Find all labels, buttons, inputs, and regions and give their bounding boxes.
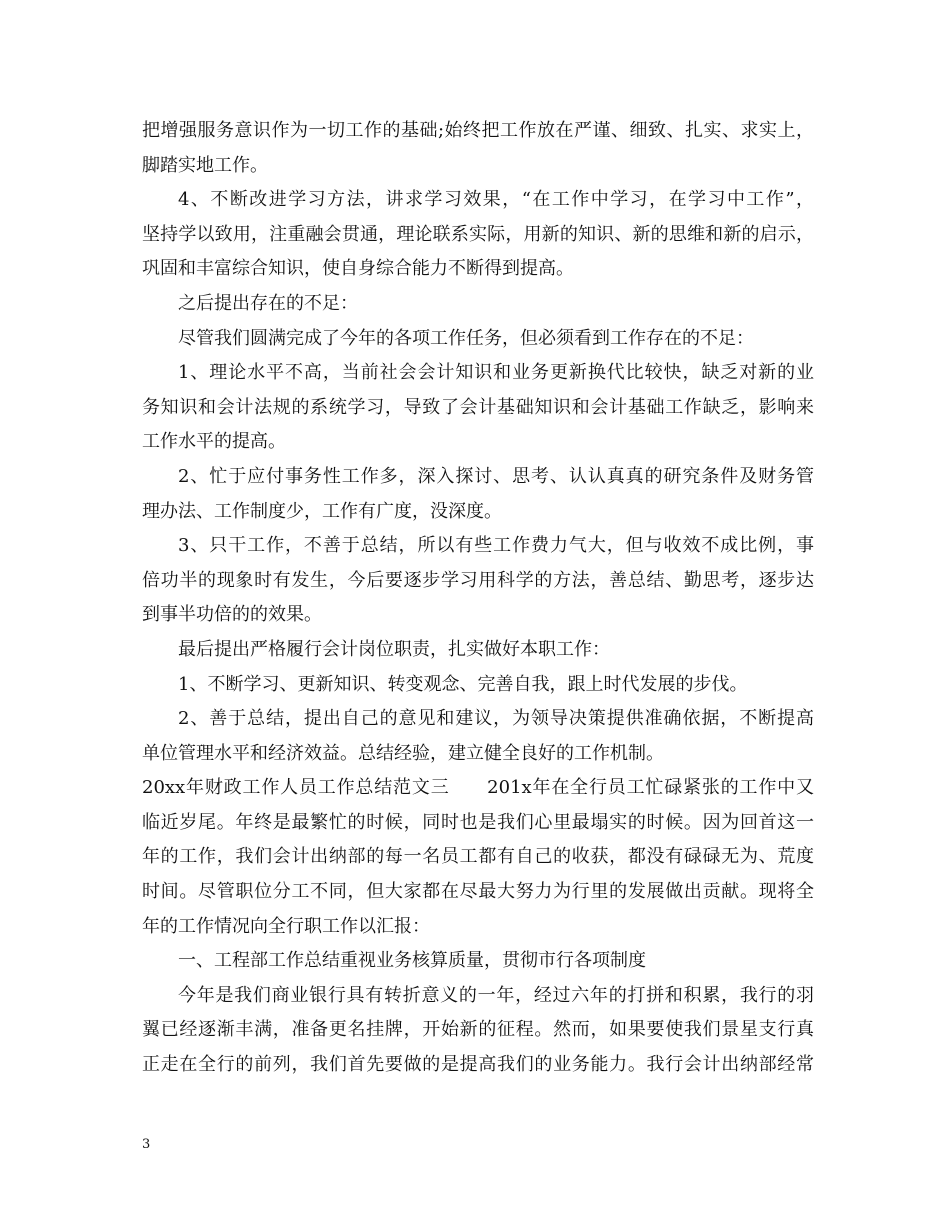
body-line: 工作水平的提高。 [142, 431, 286, 453]
body-line: 2、忙于应付事务性工作多，深入探讨、思考、认认真真的研究条件及财务管 [178, 465, 814, 487]
body-line: 20xx年财政工作人员工作总结范文三 201x年在全行员工忙碌紧张的工作中又 [142, 777, 814, 799]
body-line: 临近岁尾。年终是最繁忙的时候，同时也是我们心里最塌实的时候。因为回首这一 [142, 811, 814, 833]
body-line: 单位管理水平和经济效益。总结经验，建立健全良好的工作机制。 [142, 742, 664, 764]
page-number: 3 [142, 1137, 151, 1152]
body-line: 之后提出存在的不足： [178, 292, 358, 314]
body-line: 2、善于总结，提出自己的意见和建议，为领导决策提供准确依据，不断提高 [178, 708, 814, 730]
document-body [142, 114, 814, 1083]
body-line: 到事半功倍的的效果。 [142, 604, 322, 626]
body-line: 最后提出严格履行会计岗位职责，扎实做好本职工作： [178, 638, 610, 660]
body-line: 尽管我们圆满完成了今年的各项工作任务，但必须看到工作存在的不足： [178, 327, 754, 349]
section-heading: 一、工程部工作总结重视业务核算质量，贯彻市行各项制度 [178, 950, 646, 972]
body-line: 脚踏实地工作。 [142, 154, 268, 176]
body-line: 1、理论水平不高，当前社会会计知识和业务更新换代比较快，缺乏对新的业 [178, 362, 814, 384]
body-line: 年的工作情况向全行职工作以汇报： [142, 915, 430, 937]
body-line: 今年是我们商业银行具有转折意义的一年，经过六年的打拼和积累，我行的羽 [178, 984, 814, 1006]
body-line: 坚持学以致用，注重融会贯通，理论联系实际，用新的知识、新的思维和新的启示， [142, 223, 814, 245]
body-line: 3、只干工作，不善于总结，所以有些工作费力气大，但与收效不成比例，事 [178, 535, 814, 557]
body-line: 时间。尽管职位分工不同，但大家都在尽最大努力为行里的发展做出贡献。现将全 [142, 881, 814, 903]
body-line: 理办法、工作制度少，工作有广度，没深度。 [142, 500, 502, 522]
body-line: 年的工作，我们会计出纳部的每一名员工都有自己的收获，都没有碌碌无为、荒度 [142, 846, 814, 868]
body-line: 4、不断改进学习方法，讲求学习效果，“在工作中学习，在学习中工作”， [178, 189, 814, 211]
body-line: 翼已经逐渐丰满，准备更名挂牌，开始新的征程。然而，如果要使我们景星支行真 [142, 1019, 814, 1041]
body-line: 巩固和丰富综合知识，使自身综合能力不断得到提高。 [142, 258, 574, 280]
body-line: 倍功半的现象时有发生，今后要逐步学习用科学的方法，善总结、勤思考，逐步达 [142, 569, 814, 591]
body-line: 1、不断学习、更新知识、转变观念、完善自我，跟上时代发展的步伐。 [178, 673, 748, 695]
body-line: 务知识和会计法规的系统学习，导致了会计基础知识和会计基础工作缺乏，影响来 [142, 396, 814, 418]
body-line: 正走在全行的前列，我们首先要做的是提高我们的业务能力。我行会计出纳部经常 [142, 1054, 814, 1076]
body-line: 把增强服务意识作为一切工作的基础;始终把工作放在严谨、细致、扎实、求实上， [142, 120, 814, 141]
